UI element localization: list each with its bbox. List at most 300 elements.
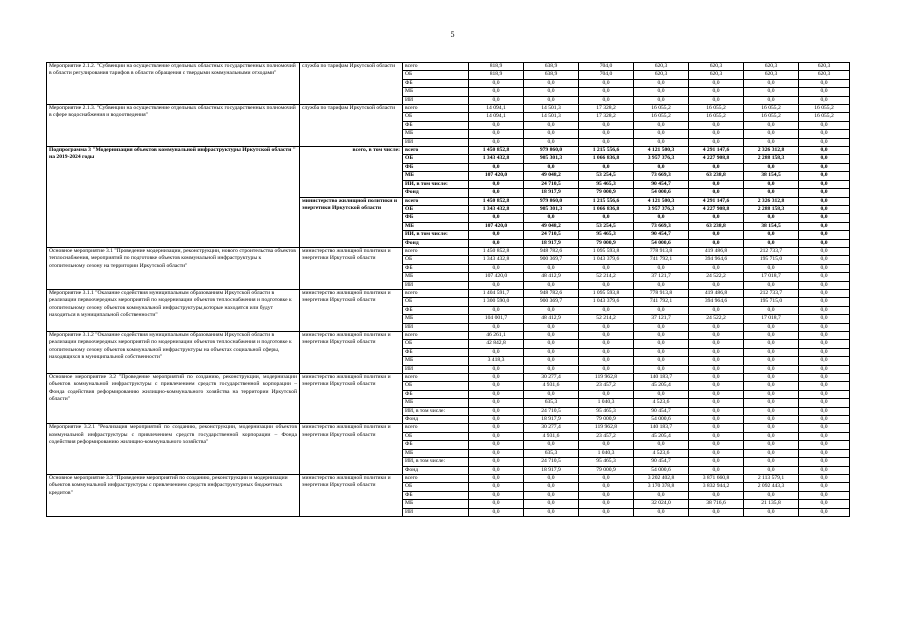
- amount-cell: 0,0: [469, 214, 524, 222]
- amount-cell: 394 964,6: [689, 298, 744, 306]
- amount-cell: 1 095 593,8: [579, 289, 634, 297]
- amount-cell: 0,0: [579, 79, 634, 87]
- amount-cell: 0,0: [634, 332, 689, 340]
- amount-cell: 24 522,2: [689, 315, 744, 323]
- amount-cell: 53 254,5: [579, 172, 634, 180]
- amount-cell: 0,0: [799, 298, 850, 306]
- amount-cell: 0,0: [744, 332, 799, 340]
- budget-table: [46, 62, 850, 517]
- amount-cell: 1 450 852,8: [469, 147, 524, 155]
- amount-cell: 0,0: [799, 247, 850, 255]
- amount-cell: 620,3: [744, 63, 799, 71]
- amount-cell: 0,0: [524, 340, 579, 348]
- amount-cell: 16 055,2: [799, 113, 850, 121]
- amount-cell: 741 792,1: [634, 256, 689, 264]
- amount-cell: 0,0: [744, 239, 799, 247]
- amount-cell: 0,0: [634, 138, 689, 146]
- funding-source-cell: ИИ: [403, 138, 469, 146]
- amount-cell: 0,0: [469, 231, 524, 239]
- amount-cell: 3 957 376,3: [634, 205, 689, 213]
- amount-cell: 0,0: [799, 189, 850, 197]
- amount-cell: 4 523,6: [634, 399, 689, 407]
- amount-cell: 2 113 579,1: [744, 474, 799, 482]
- amount-cell: 0,0: [524, 441, 579, 449]
- amount-cell: 0,0: [524, 365, 579, 373]
- amount-cell: 95 465,3: [579, 231, 634, 239]
- amount-cell: 0,0: [689, 348, 744, 356]
- table-row: [47, 63, 850, 71]
- amount-cell: 0,0: [799, 340, 850, 348]
- amount-cell: 0,0: [579, 500, 634, 508]
- amount-cell: 0,0: [689, 390, 744, 398]
- amount-cell: 0,0: [744, 424, 799, 432]
- funding-source-cell: ФБ: [403, 348, 469, 356]
- amount-cell: 0,0: [799, 399, 850, 407]
- amount-cell: 0,0: [689, 508, 744, 516]
- measure-description: Основное мероприятие 3.3 "Проведение мероприятий по созданию, реконструкции и модернизации объектов коммунальной инфраструктуры с привлечением средств инфраструктурных бюджетных кредитов": [47, 474, 300, 516]
- amount-cell: 46 261,1: [469, 332, 524, 340]
- amount-cell: 79 000,9: [579, 416, 634, 424]
- amount-cell: 119 962,8: [579, 424, 634, 432]
- amount-cell: 0,0: [689, 491, 744, 499]
- funding-source-cell: МБ: [403, 130, 469, 138]
- amount-cell: 0,0: [579, 306, 634, 314]
- amount-cell: 0,0: [524, 390, 579, 398]
- amount-cell: 620,3: [799, 71, 850, 79]
- amount-cell: 0,0: [689, 399, 744, 407]
- amount-cell: 4 227 908,8: [689, 155, 744, 163]
- amount-cell: 0,0: [689, 281, 744, 289]
- amount-cell: 0,0: [744, 390, 799, 398]
- amount-cell: 104 001,7: [469, 315, 524, 323]
- amount-cell: 0,0: [689, 96, 744, 104]
- amount-cell: 107 420,0: [469, 273, 524, 281]
- amount-cell: 0,0: [634, 214, 689, 222]
- amount-cell: 0,0: [524, 79, 579, 87]
- amount-cell: 1 343 432,8: [469, 205, 524, 213]
- amount-cell: 17 328,2: [579, 113, 634, 121]
- amount-cell: 3 418,3: [469, 357, 524, 365]
- funding-source-cell: ФБ: [403, 306, 469, 314]
- amount-cell: 0,0: [689, 231, 744, 239]
- amount-cell: 979 860,0: [524, 147, 579, 155]
- funding-source-cell: всего: [403, 105, 469, 113]
- amount-cell: 0,0: [799, 239, 850, 247]
- funding-source-cell: МБ: [403, 315, 469, 323]
- funding-source-cell: ФБ: [403, 264, 469, 272]
- amount-cell: 2 288 158,3: [744, 205, 799, 213]
- amount-cell: 419 486,8: [689, 247, 744, 255]
- funding-source-cell: всего: [403, 289, 469, 297]
- executor-cell: служба по тарифам Иркутской области: [300, 105, 403, 147]
- amount-cell: 0,0: [469, 382, 524, 390]
- amount-cell: 0,0: [524, 121, 579, 129]
- table-row: [47, 474, 850, 482]
- amount-cell: 0,0: [799, 121, 850, 129]
- amount-cell: 0,0: [799, 197, 850, 205]
- amount-cell: 0,0: [579, 264, 634, 272]
- amount-cell: 0,0: [744, 323, 799, 331]
- amount-cell: 0,0: [799, 315, 850, 323]
- table-row: [47, 147, 850, 155]
- amount-cell: 0,0: [744, 466, 799, 474]
- amount-cell: 0,0: [799, 147, 850, 155]
- amount-cell: 638,9: [524, 63, 579, 71]
- amount-cell: 3 170 378,8: [634, 483, 689, 491]
- funding-source-cell: МБ: [403, 273, 469, 281]
- funding-source-cell: МБ: [403, 500, 469, 508]
- amount-cell: 16 055,2: [744, 113, 799, 121]
- amount-cell: 0,0: [469, 466, 524, 474]
- funding-source-cell: Фонд: [403, 239, 469, 247]
- amount-cell: 90 454,7: [634, 231, 689, 239]
- amount-cell: 0,0: [579, 88, 634, 96]
- amount-cell: 90 454,7: [634, 180, 689, 188]
- amount-cell: 0,0: [469, 374, 524, 382]
- amount-cell: 0,0: [524, 508, 579, 516]
- executor-cell: министерство жилищной политики и энергетики Иркутской области: [300, 247, 403, 289]
- funding-source-cell: ОБ: [403, 155, 469, 163]
- amount-cell: 0,0: [689, 138, 744, 146]
- amount-cell: 0,0: [744, 121, 799, 129]
- amount-cell: 620,3: [799, 63, 850, 71]
- measure-description: Мероприятие 2.1.2. "Субвенции на осуществление отдельных областных государственных полномочий в области регулирования тарифов в области обращения с твердыми коммунальными отходами": [47, 63, 300, 105]
- table-row: [47, 424, 850, 432]
- funding-source-cell: Фонд: [403, 416, 469, 424]
- amount-cell: 0,0: [689, 449, 744, 457]
- funding-source-cell: ОБ: [403, 205, 469, 213]
- amount-cell: 0,0: [799, 205, 850, 213]
- amount-cell: 0,0: [524, 96, 579, 104]
- amount-cell: 17 018,7: [744, 315, 799, 323]
- amount-cell: 0,0: [469, 163, 524, 171]
- amount-cell: 0,0: [634, 390, 689, 398]
- amount-cell: 95 465,3: [579, 407, 634, 415]
- amount-cell: 0,0: [689, 239, 744, 247]
- amount-cell: 0,0: [689, 357, 744, 365]
- amount-cell: 0,0: [579, 441, 634, 449]
- amount-cell: 0,0: [744, 306, 799, 314]
- funding-source-cell: ИИ: [403, 508, 469, 516]
- amount-cell: 0,0: [744, 508, 799, 516]
- amount-cell: 195 715,0: [744, 298, 799, 306]
- funding-source-cell: ИИ: [403, 323, 469, 331]
- amount-cell: 119 962,8: [579, 374, 634, 382]
- amount-cell: 0,0: [579, 130, 634, 138]
- amount-cell: 620,3: [689, 71, 744, 79]
- amount-cell: 0,0: [689, 189, 744, 197]
- amount-cell: 0,0: [799, 390, 850, 398]
- table-row: [47, 247, 850, 255]
- amount-cell: 0,0: [524, 491, 579, 499]
- amount-cell: 54 000,6: [634, 189, 689, 197]
- amount-cell: 32 024,0: [634, 500, 689, 508]
- amount-cell: 818,9: [469, 63, 524, 71]
- executor-cell: министерство жилищной политики и энергетики Иркутской области: [300, 332, 403, 374]
- amount-cell: 0,0: [744, 340, 799, 348]
- amount-cell: 0,0: [689, 264, 744, 272]
- amount-cell: 14 501,3: [524, 105, 579, 113]
- funding-source-cell: ОБ: [403, 340, 469, 348]
- funding-source-cell: ИИ, в том числе:: [403, 231, 469, 239]
- amount-cell: 0,0: [579, 163, 634, 171]
- amount-cell: 24 710,5: [524, 180, 579, 188]
- amount-cell: 635,3: [524, 449, 579, 457]
- amount-cell: 0,0: [469, 306, 524, 314]
- amount-cell: 0,0: [689, 382, 744, 390]
- amount-cell: 0,0: [469, 508, 524, 516]
- amount-cell: 0,0: [799, 163, 850, 171]
- amount-cell: 905 301,3: [524, 205, 579, 213]
- funding-source-cell: ФБ: [403, 491, 469, 499]
- funding-source-cell: ОБ: [403, 113, 469, 121]
- amount-cell: 0,0: [799, 306, 850, 314]
- amount-cell: 0,0: [799, 96, 850, 104]
- measure-description: Мероприятие 2.1.3. "Субвенции на осуществление отдельных областных государственных полномочий в сфере водоснабжения и водоотведения": [47, 105, 300, 147]
- executor-cell: министерство жилищной политики и энергетики Иркутской области: [300, 197, 403, 247]
- executor-cell: министерство жилищной политики и энергетики Иркутской области: [300, 374, 403, 424]
- amount-cell: 0,0: [799, 130, 850, 138]
- amount-cell: 0,0: [689, 306, 744, 314]
- amount-cell: 0,0: [579, 340, 634, 348]
- amount-cell: 0,0: [634, 491, 689, 499]
- amount-cell: 79 000,9: [579, 189, 634, 197]
- amount-cell: 0,0: [524, 483, 579, 491]
- amount-cell: 0,0: [689, 214, 744, 222]
- funding-source-cell: Фонд: [403, 189, 469, 197]
- amount-cell: 419 486,8: [689, 289, 744, 297]
- funding-source-cell: ИИ: [403, 365, 469, 373]
- amount-cell: 0,0: [469, 239, 524, 247]
- amount-cell: 95 465,3: [579, 458, 634, 466]
- amount-cell: 1 404 591,7: [469, 289, 524, 297]
- executor-cell: министерство жилищной политики и энергетики Иркутской области: [300, 474, 403, 516]
- amount-cell: 18 917,9: [524, 466, 579, 474]
- amount-cell: 0,0: [744, 407, 799, 415]
- amount-cell: 1 215 556,6: [579, 147, 634, 155]
- amount-cell: 0,0: [744, 96, 799, 104]
- measure-description: Подпрограмма 3 "Модернизация объектов коммунальной инфраструктуры Иркутской области " на 2019-2024 годы: [47, 147, 300, 248]
- funding-source-cell: ИИ, в том числе:: [403, 458, 469, 466]
- amount-cell: 1 066 836,8: [579, 205, 634, 213]
- amount-cell: 3 957 376,3: [634, 155, 689, 163]
- amount-cell: 54 000,6: [634, 466, 689, 474]
- funding-source-cell: всего: [403, 474, 469, 482]
- amount-cell: 52 214,2: [579, 315, 634, 323]
- amount-cell: 0,0: [579, 508, 634, 516]
- funding-source-cell: ФБ: [403, 121, 469, 129]
- amount-cell: 0,0: [469, 281, 524, 289]
- funding-source-cell: ФБ: [403, 441, 469, 449]
- funding-source-cell: МБ: [403, 357, 469, 365]
- funding-source-cell: ОБ: [403, 382, 469, 390]
- amount-cell: 54 000,6: [634, 416, 689, 424]
- amount-cell: 0,0: [579, 281, 634, 289]
- amount-cell: 107 420,0: [469, 222, 524, 230]
- amount-cell: 0,0: [469, 189, 524, 197]
- amount-cell: 0,0: [469, 483, 524, 491]
- amount-cell: 0,0: [744, 348, 799, 356]
- amount-cell: 18 917,9: [524, 239, 579, 247]
- executor-cell: служба по тарифам Иркутской области: [300, 63, 403, 105]
- amount-cell: 0,0: [799, 382, 850, 390]
- amount-cell: 0,0: [634, 323, 689, 331]
- amount-cell: 49 048,2: [524, 222, 579, 230]
- amount-cell: 18 917,9: [524, 416, 579, 424]
- funding-source-cell: ФБ: [403, 390, 469, 398]
- amount-cell: 0,0: [579, 323, 634, 331]
- executor-cell: министерство жилищной политики и энергетики Иркутской области: [300, 289, 403, 331]
- amount-cell: 90 454,7: [634, 458, 689, 466]
- amount-cell: 0,0: [799, 273, 850, 281]
- amount-cell: 0,0: [799, 432, 850, 440]
- amount-cell: 0,0: [469, 130, 524, 138]
- amount-cell: 0,0: [579, 348, 634, 356]
- amount-cell: 17 328,2: [579, 105, 634, 113]
- executor-cell: министерство жилищной политики и энергетики Иркутской области: [300, 424, 403, 474]
- amount-cell: 24 710,5: [524, 458, 579, 466]
- amount-cell: 0,0: [799, 407, 850, 415]
- amount-cell: 0,0: [799, 79, 850, 87]
- amount-cell: 0,0: [744, 382, 799, 390]
- amount-cell: 0,0: [579, 214, 634, 222]
- amount-cell: 63 238,8: [689, 222, 744, 230]
- amount-cell: 0,0: [634, 281, 689, 289]
- amount-cell: 0,0: [634, 96, 689, 104]
- amount-cell: 0,0: [469, 323, 524, 331]
- amount-cell: 0,0: [799, 508, 850, 516]
- amount-cell: 23 457,2: [579, 382, 634, 390]
- amount-cell: 0,0: [579, 96, 634, 104]
- amount-cell: 0,0: [799, 441, 850, 449]
- amount-cell: 1 040,3: [579, 449, 634, 457]
- amount-cell: 0,0: [799, 332, 850, 340]
- amount-cell: 0,0: [744, 399, 799, 407]
- amount-cell: 45 205,4: [634, 432, 689, 440]
- amount-cell: 140 183,7: [634, 374, 689, 382]
- amount-cell: 0,0: [469, 348, 524, 356]
- amount-cell: 0,0: [744, 281, 799, 289]
- funding-source-cell: ОБ: [403, 256, 469, 264]
- amount-cell: 0,0: [469, 121, 524, 129]
- amount-cell: 0,0: [799, 289, 850, 297]
- amount-cell: 14 094,1: [469, 105, 524, 113]
- amount-cell: 16 055,2: [744, 105, 799, 113]
- amount-cell: 0,0: [689, 416, 744, 424]
- amount-cell: 0,0: [634, 79, 689, 87]
- funding-source-cell: МБ: [403, 399, 469, 407]
- amount-cell: 0,0: [799, 180, 850, 188]
- amount-cell: 21 135,8: [744, 500, 799, 508]
- amount-cell: 24 710,5: [524, 407, 579, 415]
- amount-cell: 52 214,2: [579, 273, 634, 281]
- page-number: 5: [450, 30, 455, 39]
- amount-cell: 0,0: [469, 500, 524, 508]
- amount-cell: 0,0: [469, 432, 524, 440]
- amount-cell: 0,0: [689, 79, 744, 87]
- amount-cell: 0,0: [634, 306, 689, 314]
- funding-source-cell: МБ: [403, 172, 469, 180]
- amount-cell: 778 913,8: [634, 247, 689, 255]
- funding-source-cell: всего: [403, 63, 469, 71]
- amount-cell: 0,0: [469, 458, 524, 466]
- amount-cell: 0,0: [469, 79, 524, 87]
- amount-cell: 0,0: [524, 474, 579, 482]
- amount-cell: 900 369,7: [524, 298, 579, 306]
- amount-cell: 0,0: [524, 163, 579, 171]
- amount-cell: 0,0: [744, 79, 799, 87]
- table-row: [47, 289, 850, 297]
- amount-cell: 948 782,6: [524, 289, 579, 297]
- amount-cell: 0,0: [799, 424, 850, 432]
- amount-cell: 1 040,3: [579, 399, 634, 407]
- amount-cell: 0,0: [744, 432, 799, 440]
- amount-cell: 0,0: [634, 163, 689, 171]
- funding-source-cell: ОБ: [403, 432, 469, 440]
- amount-cell: 0,0: [799, 214, 850, 222]
- amount-cell: 1 343 432,8: [469, 256, 524, 264]
- amount-cell: 2 326 312,8: [744, 197, 799, 205]
- amount-cell: 95 465,3: [579, 180, 634, 188]
- amount-cell: 24 710,5: [524, 231, 579, 239]
- amount-cell: 0,0: [689, 130, 744, 138]
- amount-cell: 0,0: [744, 180, 799, 188]
- amount-cell: 48 412,9: [524, 273, 579, 281]
- amount-cell: 107 420,0: [469, 172, 524, 180]
- amount-cell: 0,0: [689, 424, 744, 432]
- amount-cell: 0,0: [579, 121, 634, 129]
- amount-cell: 638,9: [524, 71, 579, 79]
- amount-cell: 42 842,8: [469, 340, 524, 348]
- amount-cell: 0,0: [469, 138, 524, 146]
- amount-cell: 0,0: [469, 264, 524, 272]
- amount-cell: 0,0: [579, 491, 634, 499]
- amount-cell: 0,0: [469, 449, 524, 457]
- amount-cell: 73 669,3: [634, 222, 689, 230]
- amount-cell: 4 931,6: [524, 382, 579, 390]
- amount-cell: 0,0: [634, 348, 689, 356]
- amount-cell: 0,0: [634, 264, 689, 272]
- amount-cell: 0,0: [689, 407, 744, 415]
- amount-cell: 900 369,7: [524, 256, 579, 264]
- amount-cell: 90 454,7: [634, 407, 689, 415]
- amount-cell: 0,0: [744, 357, 799, 365]
- amount-cell: 0,0: [744, 458, 799, 466]
- amount-cell: 14 501,3: [524, 113, 579, 121]
- amount-cell: 0,0: [799, 172, 850, 180]
- amount-cell: 0,0: [579, 365, 634, 373]
- amount-cell: 140 183,7: [634, 424, 689, 432]
- funding-source-cell: МБ: [403, 222, 469, 230]
- amount-cell: 818,9: [469, 71, 524, 79]
- amount-cell: 0,0: [744, 231, 799, 239]
- funding-source-cell: всего: [403, 247, 469, 255]
- funding-source-cell: МБ: [403, 449, 469, 457]
- amount-cell: 0,0: [799, 449, 850, 457]
- amount-cell: 37 121,7: [634, 273, 689, 281]
- amount-cell: 0,0: [744, 416, 799, 424]
- funding-source-cell: Фонд: [403, 466, 469, 474]
- funding-source-cell: ИИ: [403, 96, 469, 104]
- amount-cell: 0,0: [634, 88, 689, 96]
- amount-cell: 620,3: [689, 63, 744, 71]
- amount-cell: 0,0: [689, 88, 744, 96]
- measure-description: Основное мероприятие 3.1 "Проведение модернизации, реконструкции, нового строительства объектов теплоснабжения, мероприятий по подготовке объектов коммунальной инфраструктуры к отопительному сезону на территории Иркутской области": [47, 247, 300, 289]
- amount-cell: 394 964,6: [689, 256, 744, 264]
- amount-cell: 0,0: [579, 390, 634, 398]
- amount-cell: 0,0: [744, 449, 799, 457]
- amount-cell: 948 782,6: [524, 247, 579, 255]
